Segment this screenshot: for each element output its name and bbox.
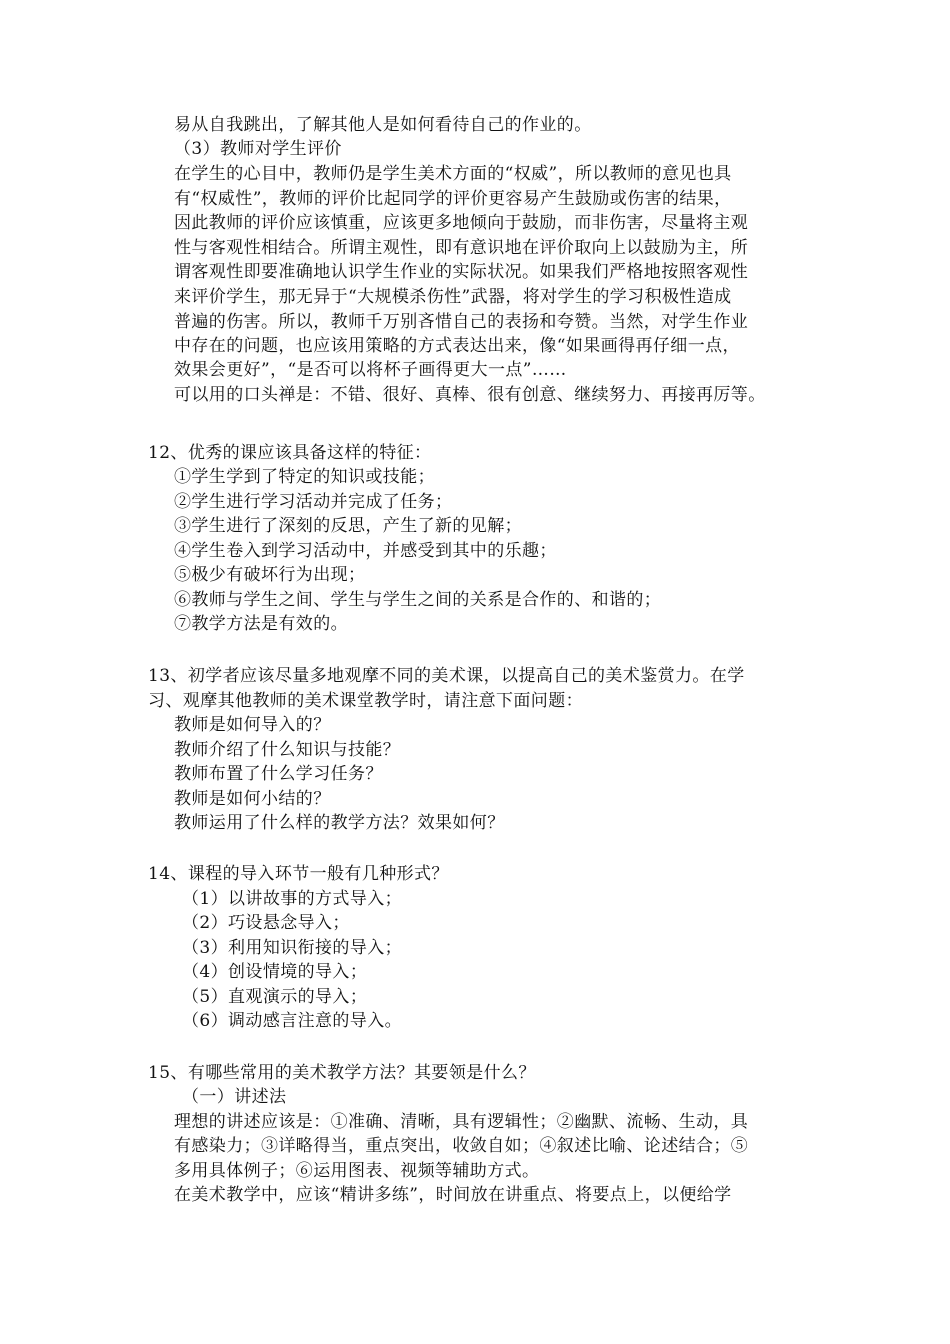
q13-item: 教师是如何导入的？ [174, 715, 331, 735]
teacher-eval-line: 在学生的心目中，教师仍是学生美术方面的“权威”，所以教师的意见也具 [174, 164, 732, 184]
q14-heading: 14、课程的导入环节一般有几种形式？ [148, 864, 449, 884]
q12-item: ⑦教学方法是有效的。 [174, 614, 348, 634]
q12-item: ⑥教师与学生之间、学生与学生之间的关系是合作的、和谐的； [174, 590, 662, 610]
teacher-eval-line: 中存在的问题，也应该用策略的方式表达出来，像“如果画得再仔细一点， [174, 336, 740, 356]
q13-heading: 习、观摩其他教师的美术课堂教学时，请注意下面问题： [148, 691, 583, 711]
q12-item: ④学生卷入到学习活动中，并感受到其中的乐趣； [174, 541, 557, 561]
q12-item: ②学生进行学习活动并完成了任务； [174, 492, 453, 512]
teacher-eval-line: 因此教师的评价应该慎重，应该更多地倾向于鼓励，而非伤害，尽量将主观 [174, 213, 749, 233]
intro-line: 易从自我跳出，了解其他人是如何看待自己的作业的。 [174, 115, 592, 135]
q13-heading: 13、初学者应该尽量多地观摩不同的美术课，以提高自己的美术鉴赏力。在学 [148, 666, 745, 686]
q14-item: （5）直观演示的导入； [182, 987, 368, 1007]
q13-item: 教师介绍了什么知识与技能？ [174, 740, 401, 760]
q15-body-line: 在美术教学中，应该“精讲多练”，时间放在讲重点、将要点上，以便给学 [174, 1185, 732, 1205]
q12-item: ③学生进行了深刻的反思，产生了新的见解； [174, 516, 522, 536]
q12-item: ⑤极少有破坏行为出现； [174, 565, 366, 585]
teacher-eval-line: 谓客观性即要准确地认识学生作业的实际状况。如果我们严格地按照客观性 [174, 262, 749, 282]
teacher-eval-line: 有“权威性”，教师的评价比起同学的评价更容易产生鼓励或伤害的结果， [174, 189, 732, 209]
q13-item: 教师是如何小结的？ [174, 789, 331, 809]
q15-heading: 15、有哪些常用的美术教学方法？其要领是什么？ [148, 1063, 536, 1083]
teacher-eval-line: 来评价学生，那无异于“大规模杀伤性”武器，将对学生的学习积极性造成 [174, 287, 732, 307]
q14-item: （1）以讲故事的方式导入； [182, 889, 403, 909]
q14-item: （3）利用知识衔接的导入； [182, 938, 403, 958]
q14-item: （4）创设情境的导入； [182, 962, 368, 982]
q12-heading: 12、优秀的课应该具备这样的特征： [148, 443, 432, 463]
q15-body-line: 有感染力；③详略得当，重点突出，收敛自如；④叙述比喻、论述结合；⑤ [174, 1136, 749, 1156]
q15-subheading: （一）讲述法 [182, 1087, 287, 1107]
q13-item: 教师运用了什么样的教学方法？效果如何？ [174, 813, 505, 833]
section-3-heading: （3）教师对学生评价 [174, 139, 342, 159]
teacher-eval-line: 性与客观性相结合。所谓主观性，即有意识地在评价取向上以鼓励为主，所 [174, 238, 749, 258]
q13-item: 教师布置了什么学习任务？ [174, 764, 383, 784]
q12-item: ①学生学到了特定的知识或技能； [174, 467, 435, 487]
q14-item: （6）调动感言注意的导入。 [182, 1011, 403, 1031]
teacher-eval-line: 效果会更好”，“是否可以将杯子画得更大一点”…… [174, 360, 567, 380]
q15-body-line: 理想的讲述应该是：①准确、清晰，具有逻辑性；②幽默、流畅、生动，具 [174, 1112, 749, 1132]
q15-body-line: 多用具体例子；⑥运用图表、视频等辅助方式。 [174, 1161, 540, 1181]
teacher-eval-line: 普遍的伤害。所以，教师千万别吝惜自己的表扬和夸赞。当然，对学生作业 [174, 312, 749, 332]
q14-item: （2）巧设悬念导入； [182, 913, 350, 933]
teacher-eval-line: 可以用的口头禅是：不错、很好、真棒、很有创意、继续努力、再接再厉等。 [174, 385, 766, 405]
